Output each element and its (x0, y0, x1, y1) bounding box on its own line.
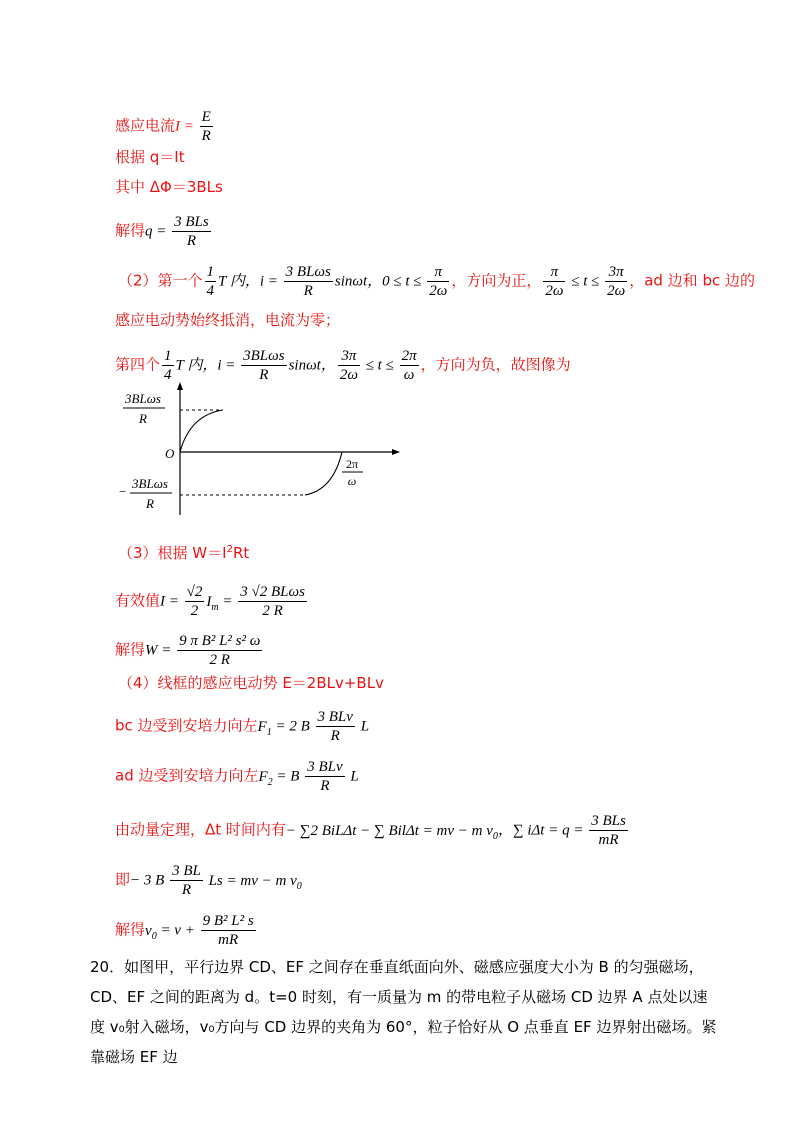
answer-line-momentum: 由动量定理，Δt 时间内有− ∑2 BiLΔt − ∑ BilΔt = mv − m $v_0$，∑ iΔt = q = $\frac{\text{3 BLs}}{mR}$ (115, 813, 626, 848)
answer-line-q-equals-it: 根据 q＝It (115, 148, 185, 166)
problem-20-text: 20．如图甲，平行边界 CD、EF 之间存在垂直纸面向外、磁感应强度大小为 B 的匀强磁场，CD、EF 之间的距离为 d。t=0 时刻，有一质量为 m 的带电粒子从磁场 CD 边界 A 点处以速度 v₀射入磁场，v₀方向与 CD 边界的夹角为 60°，粒子恰好从 O 点垂直 EF 边界射出磁场。紧靠磁场 EF 边 (90, 958, 717, 1066)
answer-line-fourth-quarter: 第四个 $\frac{1}{4}$ T 内，i = $\frac{\text{3BLωs}}{R}$ sinωt， $\frac{3\pi}{2\omega}$ ≤ t ≤ $\frac{2\pi}{\omega}$ ，方向为负，故图像为 (115, 348, 571, 383)
x-label-num: 2π (345, 457, 359, 471)
answer-line-work-formula: （3）根据 $W=I^2Rt$ (118, 544, 250, 562)
answer-line-equation: 即− 3 B $\frac{3 BL}{R}$ Ls = mv − m $v_0$ (115, 863, 302, 898)
answer-line-force-ad: ad 边受到安培力向左$F_2 = B$ $\frac{\text{3 BLv}}{R}$ L (115, 759, 359, 794)
y-bottom-label-den: R (146, 496, 154, 511)
answer-line-v0-result: 解得$v_0 = v$ + $\frac{\text{9 B² L² s}}{mR}$ (115, 913, 254, 948)
answer-line-emf-cancel: 感应电动势始终抵消，电流为零； (115, 311, 341, 329)
answer-line-q-result: 解得q = $\frac{\text{3 BLs}}{R}$ (115, 214, 209, 249)
answer-line-effective-value: 有效值I = $\frac{√2}{2}$ $I_m$ = $\frac{\text{3 √2 BLωs}}{2 R}$ (115, 584, 305, 619)
y-top-label-num: 3BLωs (125, 391, 161, 406)
answer-line-emf: （4）线框的感应电动势 E＝2BLv+BLv (118, 674, 384, 692)
answer-line-work-result: 解得W = $\frac{\text{9 π B² L² s² ω}}{2 R}$ (115, 633, 261, 668)
x-label-den: ω (347, 474, 357, 488)
y-bottom-label-num: 3BLωs (132, 476, 168, 491)
origin-label: O (165, 446, 175, 461)
answer-line-force-bc: bc 边受到安培力向左$F_1 = 2$ B $\frac{\text{3 BLv}}{R}$ L (115, 709, 370, 744)
y-bottom-label-sign: − (119, 484, 127, 499)
current-time-graph (105, 380, 405, 520)
x-axis-arrow-icon (392, 449, 400, 455)
answer-line-current: 感应电流I = $\frac{E}{R}$ (115, 109, 211, 144)
first-quarter-curve (180, 410, 223, 452)
y-top-label-den: R (139, 411, 147, 426)
answer-line-delta-phi: 其中 ΔΦ＝3BLs (115, 178, 223, 196)
y-axis-arrow-icon (177, 382, 183, 390)
answer-line-first-quarter: （2）第一个 $\frac{1}{4}$ T 内，i = $\frac{\text{3 BLωs}}{R}$ sinωt，0 ≤ t ≤ $\frac{\pi}{2\omega}$ ，方向为正， $\frac{\pi}{2\omega}$ ≤ t ≤ $\frac{3\pi}{2\omega}$ ，ad 边和 bc 边的 (118, 264, 755, 299)
fourth-quarter-curve (305, 452, 342, 495)
